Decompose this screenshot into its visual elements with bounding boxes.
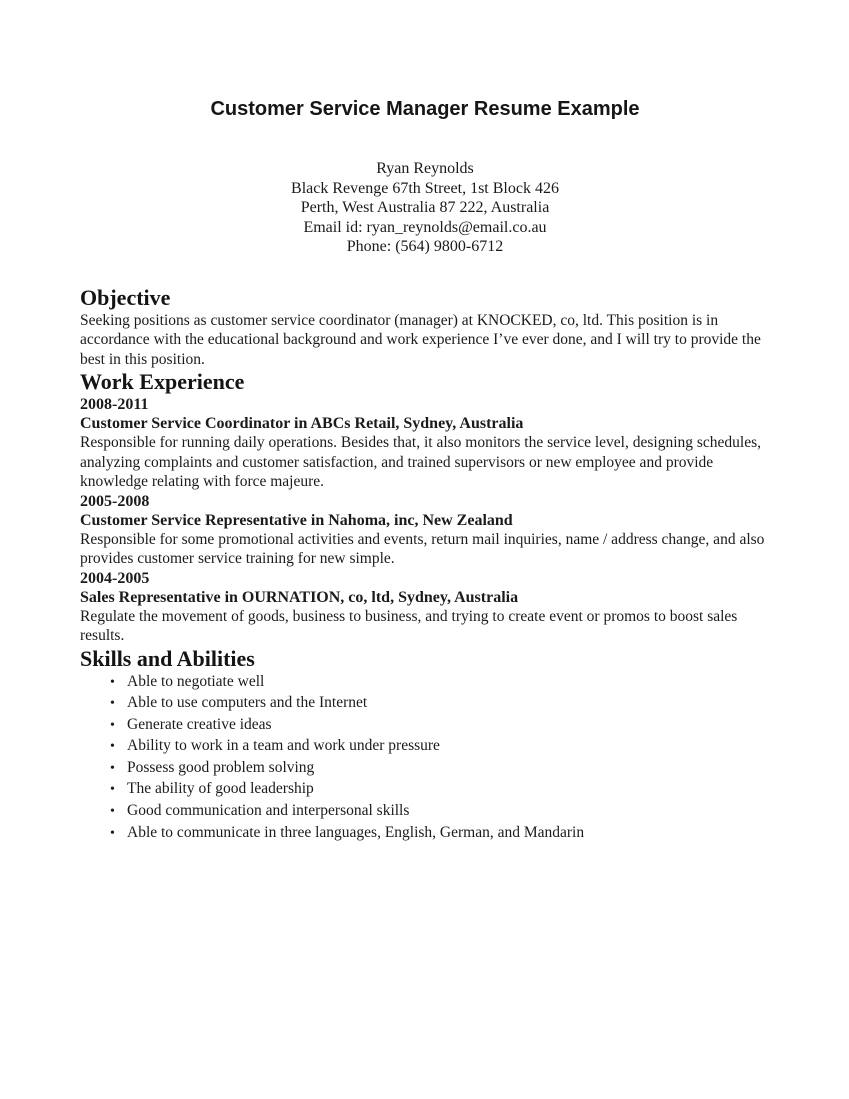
bullet-marker: • — [110, 804, 115, 820]
work-experience-section — [80, 369, 770, 646]
objective-heading: Objective — [80, 284, 171, 310]
skill-item — [110, 672, 770, 694]
objective-section — [80, 285, 770, 370]
skill-text: Good communication and interpersonal skills — [127, 802, 410, 820]
job-entry — [80, 395, 770, 492]
contact-address-line1: Black Revenge 67th Street, 1st Block 426 — [291, 179, 559, 197]
page-title: Customer Service Manager Resume Example — [210, 98, 640, 120]
work-experience-heading: Work Experience — [80, 369, 245, 394]
bullet-marker: • — [110, 760, 115, 776]
skills-section — [80, 646, 770, 845]
contact-name: Ryan Reynolds — [376, 160, 474, 177]
job-dates: 2005-2008 — [80, 492, 150, 510]
skill-item — [110, 801, 770, 823]
job-title: Customer Service Representative in Nahoma, inc, New Zealand — [80, 511, 513, 529]
job-description: Responsible for running daily operations. Besides that, it also monitors the service level, designing schedules, analyzing complaints and customer satisfaction, and trained supervisors or new employee and provide knowledge relating with force majeure. — [80, 434, 762, 490]
bullet-marker: • — [110, 739, 115, 755]
skill-text: Able to use computers and the Internet — [127, 694, 368, 712]
job-entry — [80, 569, 770, 646]
skill-item — [110, 758, 770, 780]
skill-text: Possess good problem solving — [127, 758, 315, 776]
skill-text: Ability to work in a team and work under pressure — [127, 737, 440, 755]
bullet-marker: • — [110, 825, 115, 841]
bullet-marker: • — [110, 674, 115, 690]
skill-text: Able to communicate in three languages, English, German, and Mandarin — [127, 823, 585, 841]
skill-text: Generate creative ideas — [127, 715, 272, 733]
job-title: Customer Service Coordinator in ABCs Retail, Sydney, Australia — [80, 415, 524, 432]
contact-email: Email id: ryan_reynolds@email.co.au — [303, 218, 547, 236]
job-dates: 2008-2011 — [80, 396, 149, 413]
bullet-marker: • — [110, 696, 115, 712]
skill-item — [110, 779, 770, 801]
skill-item — [110, 715, 770, 737]
bullet-marker: • — [110, 782, 115, 798]
skills-heading: Skills and Abilities — [80, 645, 255, 671]
bullet-marker: • — [110, 717, 115, 733]
contact-phone: Phone: (564) 9800-6712 — [346, 238, 504, 255]
contact-address-line2: Perth, West Australia 87 222, Australia — [300, 199, 550, 216]
skill-item — [110, 736, 770, 758]
job-description: Regulate the movement of goods, business to business, and trying to create event or promos to boost sales results. — [80, 607, 738, 644]
objective-text: Seeking positions as customer service coordinator (manager) at KNOCKED, co, ltd. This position is in accordance with the educational background and work experience I’ve ever done, and I will try to provide the best in this position. — [80, 311, 761, 368]
job-description: Responsible for some promotional activities and events, return mail inquiries, name / address change, and also provides customer service training for new simple. — [80, 530, 765, 567]
job-entry — [80, 492, 770, 569]
skill-item — [110, 823, 770, 845]
job-dates: 2004-2005 — [80, 569, 150, 587]
contact-block — [80, 159, 770, 257]
skill-text: Able to negotiate well — [127, 672, 265, 690]
skills-list — [80, 672, 770, 845]
job-title: Sales Representative in OURNATION, co, ltd, Sydney, Australia — [80, 588, 519, 606]
skill-text: The ability of good leadership — [127, 780, 314, 798]
skill-item — [110, 693, 770, 715]
